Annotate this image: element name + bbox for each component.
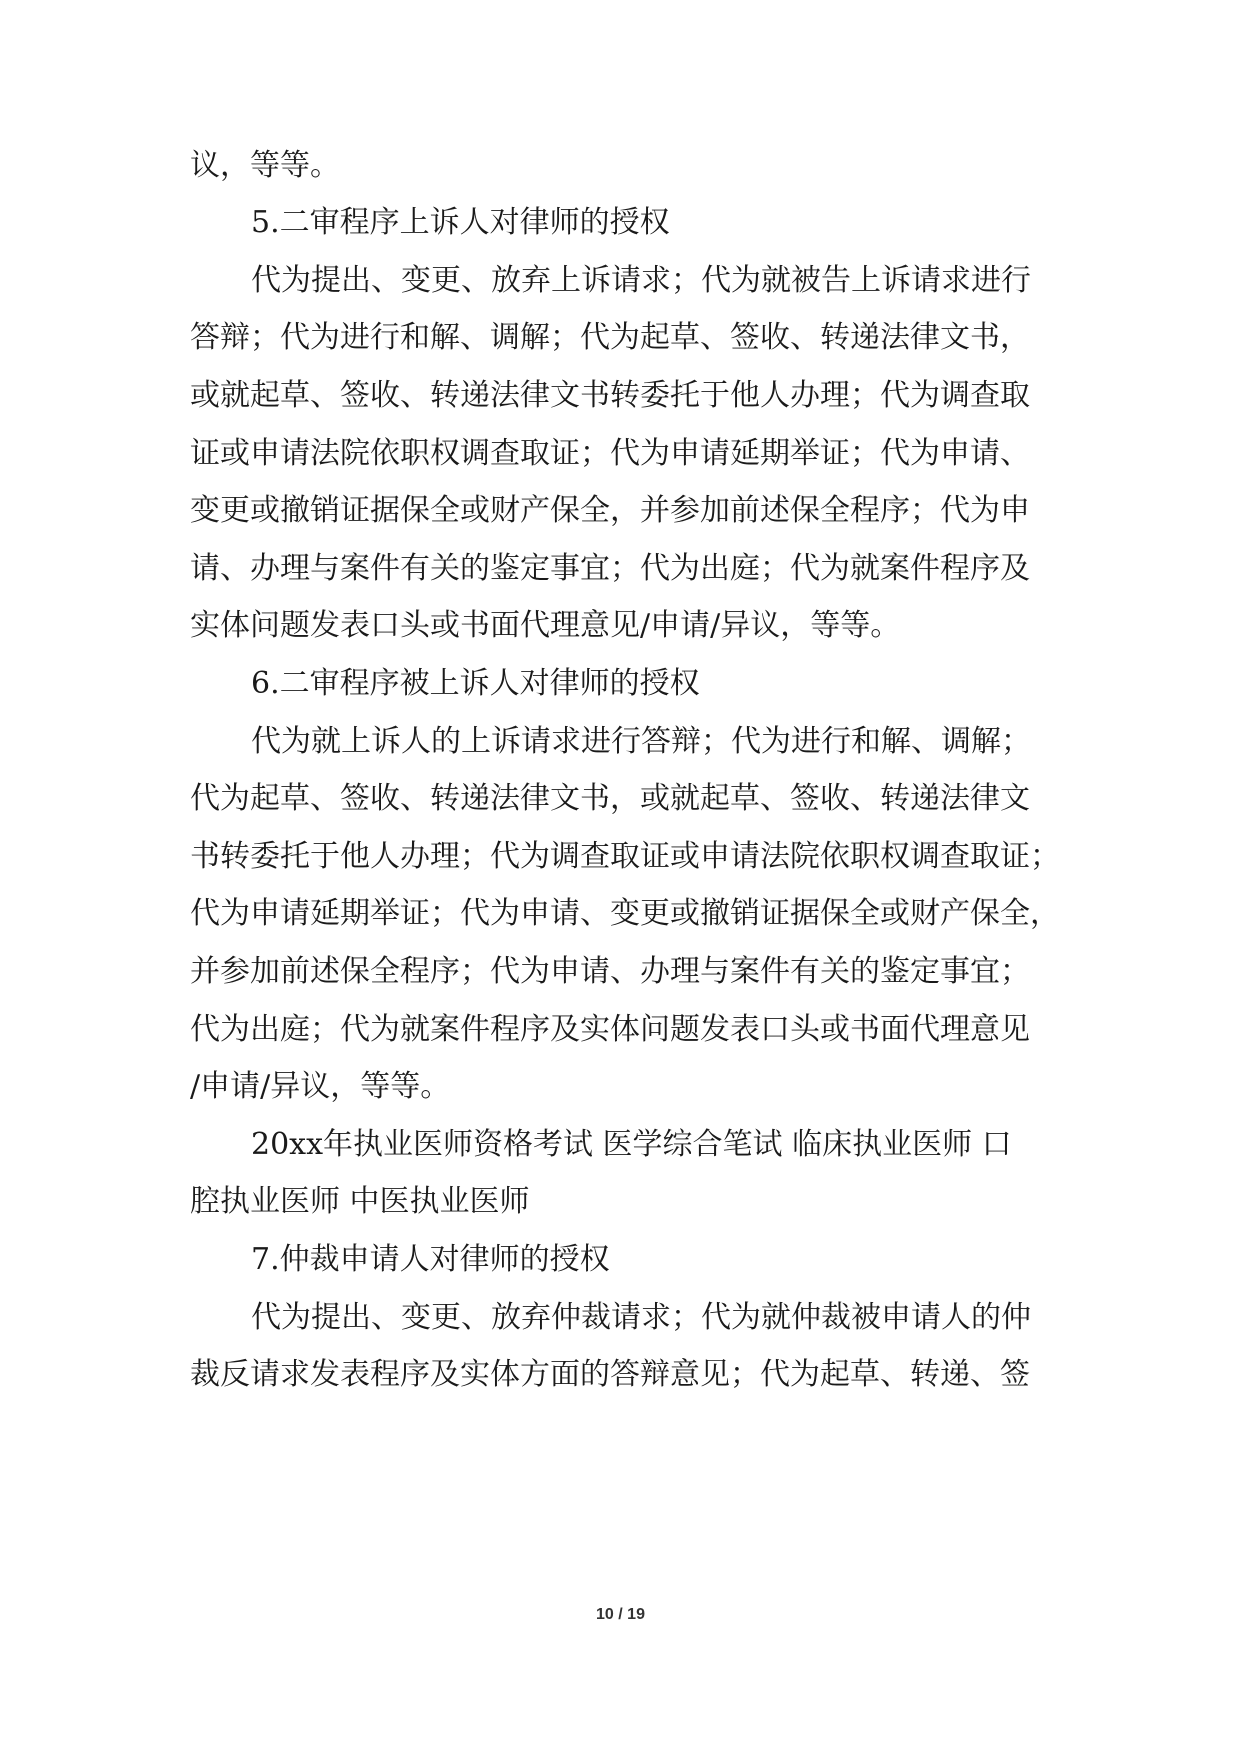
text-line: 或就起草、签收、转递法律文书转委托于他人办理；代为调查取	[190, 378, 1030, 413]
text-line: 代为出庭；代为就案件程序及实体问题发表口头或书面代理意见	[190, 1012, 1030, 1047]
page-number: 10 / 19	[596, 1606, 645, 1623]
text-line: 代为就上诉人的上诉请求进行答辩；代为进行和解、调解；	[251, 724, 1031, 759]
section-heading: 5.二审程序上诉人对律师的授权	[251, 205, 670, 240]
text-line: 变更或撤销证据保全或财产保全，并参加前述保全程序；代为申	[190, 493, 1030, 528]
text-line: 代为提出、变更、放弃上诉请求；代为就被告上诉请求进行	[251, 263, 1031, 298]
section-heading: 7.仲裁申请人对律师的授权	[251, 1242, 610, 1277]
text-line: 代为提出、变更、放弃仲裁请求；代为就仲裁被申请人的仲	[251, 1300, 1031, 1335]
text-line: 20xx年执业医师资格考试 医学综合笔试 临床执业医师 口	[251, 1127, 1012, 1162]
text-line: 证或申请法院依职权调查取证；代为申请延期举证；代为申请、	[190, 436, 1030, 471]
text-line: 腔执业医师 中医执业医师	[190, 1184, 530, 1219]
text-line: 裁反请求发表程序及实体方面的答辩意见；代为起草、转递、签	[190, 1357, 1030, 1392]
section-heading: 6.二审程序被上诉人对律师的授权	[251, 666, 700, 701]
text-line: 答辩；代为进行和解、调解；代为起草、签收、转递法律文书，	[190, 320, 1030, 355]
text-line: 请、办理与案件有关的鉴定事宜；代为出庭；代为就案件程序及	[190, 551, 1030, 586]
text-line: 代为起草、签收、转递法律文书，或就起草、签收、转递法律文	[190, 781, 1030, 816]
text-line: 实体问题发表口头或书面代理意见/申请/异议，等等。	[190, 608, 901, 643]
text-line: 代为申请延期举证；代为申请、变更或撤销证据保全或财产保全，	[190, 896, 1060, 931]
text-line: 议，等等。	[190, 148, 340, 183]
text-line: 并参加前述保全程序；代为申请、办理与案件有关的鉴定事宜；	[190, 954, 1030, 989]
text-line: 书转委托于他人办理；代为调查取证或申请法院依职权调查取证；	[190, 839, 1060, 874]
text-line: /申请/异议，等等。	[190, 1069, 451, 1104]
